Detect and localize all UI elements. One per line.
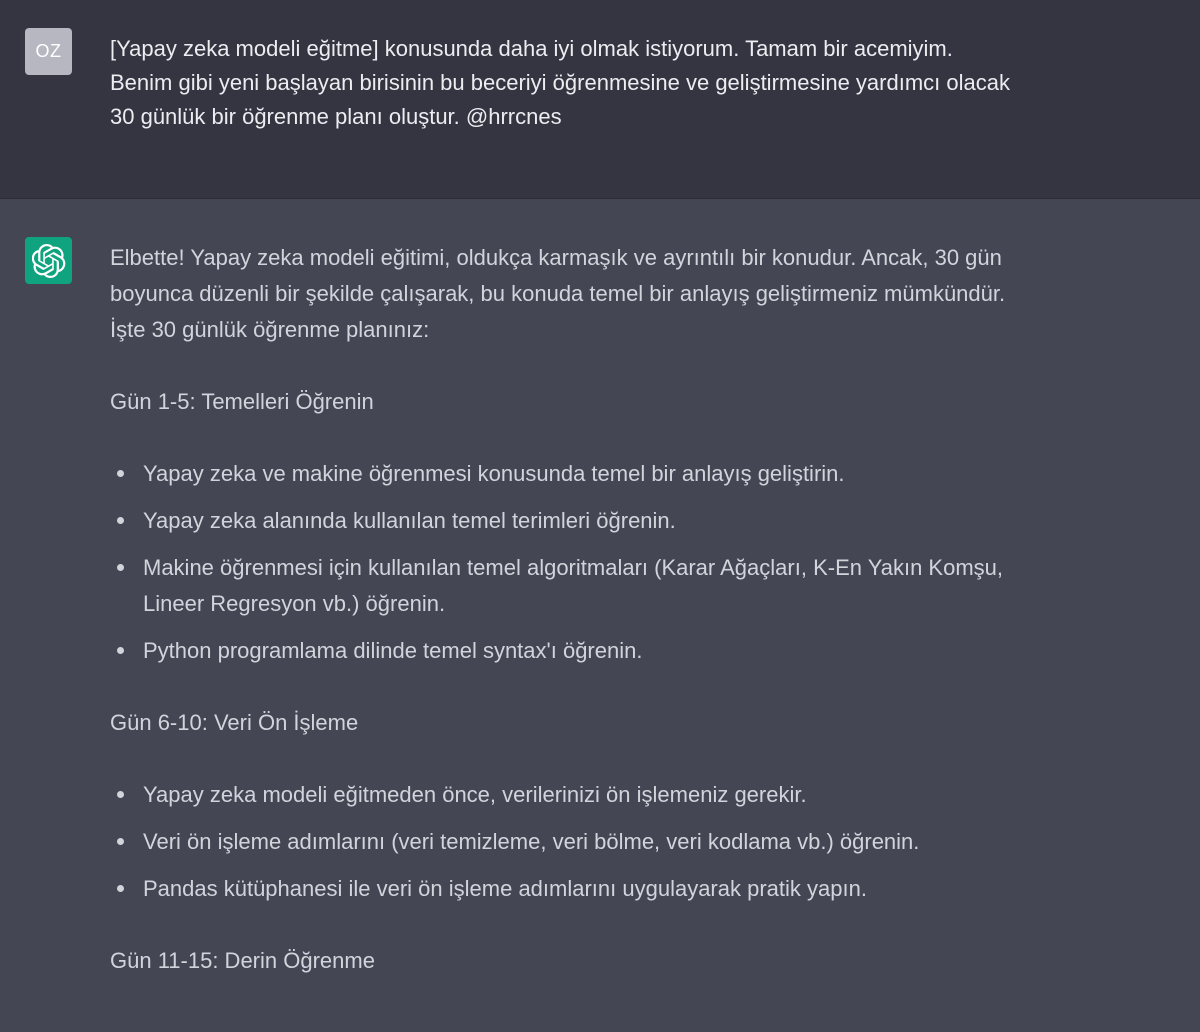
- user-message-text: [110, 32, 1170, 134]
- assistant-intro: [110, 240, 1170, 348]
- user-avatar: OZ: [25, 28, 72, 75]
- list-item: Veri ön işleme adımlarını (veri temizleme, veri bölme, veri kodlama vb.) öğrenin.: [143, 824, 1170, 860]
- list-item: Yapay zeka modeli eğitmeden önce, verilerinizi ön işlemeniz gerekir.: [143, 777, 1170, 813]
- assistant-message-row: [0, 199, 1200, 1032]
- list-item: Pandas kütüphanesi ile veri ön işleme adımlarını uygulayarak pratik yapın.: [143, 871, 1170, 907]
- openai-logo-icon: [32, 244, 66, 278]
- list-item: Yapay zeka alanında kullanılan temel terimleri öğrenin.: [143, 503, 1170, 539]
- section-title: Gün 6-10: Veri Ön İşleme: [110, 710, 359, 735]
- list-item: Python programlama dilinde temel syntax'ı öğrenin.: [143, 633, 1170, 669]
- bullet-list: [110, 456, 1170, 669]
- user-line: 30 günlük bir öğrenme planı oluştur. @hrrcnes: [110, 104, 562, 129]
- user-line: Benim gibi yeni başlayan birisinin bu beceriyi öğrenmesine ve geliştirmesine yardımcı olacak: [110, 70, 1010, 95]
- list-item: Makine öğrenmesi için kullanılan temel algoritmaları (Karar Ağaçları, K-En Yakın Komşu, Lineer Regresyon vb.) öğrenin.: [143, 550, 1170, 622]
- assistant-message-text: [110, 240, 1170, 1015]
- assistant-avatar: [25, 237, 72, 284]
- user-message-row: [0, 0, 1200, 199]
- user-line: [Yapay zeka modeli eğitme] konusunda daha iyi olmak istiyorum. Tamam bir acemiyim.: [110, 36, 953, 61]
- intro-line: boyunca düzenli bir şekilde çalışarak, bu konuda temel bir anlayış geliştirmeniz mümkündür.: [110, 281, 1006, 306]
- section-title: Gün 11-15: Derin Öğrenme: [110, 948, 375, 973]
- intro-line: Elbette! Yapay zeka modeli eğitimi, oldukça karmaşık ve ayrıntılı bir konudur. Ancak, 30 gün: [110, 245, 1002, 270]
- section-title: Gün 1-5: Temelleri Öğrenin: [110, 389, 374, 414]
- bullet-list: [110, 777, 1170, 907]
- intro-line: İşte 30 günlük öğrenme planınız:: [110, 317, 430, 342]
- list-item: Yapay zeka ve makine öğrenmesi konusunda temel bir anlayış geliştirin.: [143, 456, 1170, 492]
